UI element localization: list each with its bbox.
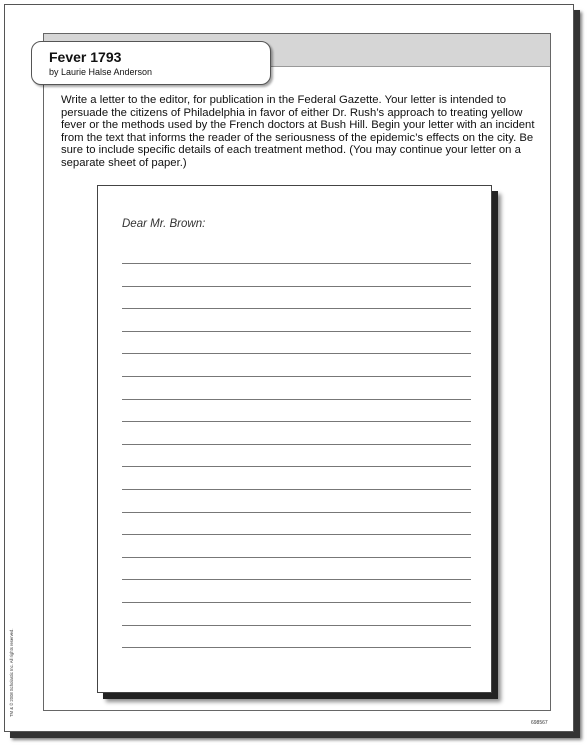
letter-salutation: Dear Mr. Brown: [122, 218, 206, 230]
writing-line [122, 353, 471, 354]
writing-line [122, 489, 471, 490]
writing-line [122, 557, 471, 558]
worksheet-page [4, 4, 574, 732]
writing-line [122, 625, 471, 626]
writing-line [122, 286, 471, 287]
writing-line [122, 579, 471, 580]
writing-line [122, 263, 471, 264]
writing-line [122, 512, 471, 513]
instructions-text: Write a letter to the editor, for publication in the Federal Gazette. Your letter is intended to persuade the citizens of Philadelphia in favor of either Dr. Rush’s approach to treating yellow fever or the methods used by the French doctors at Bush Hill. Begin your letter with an incident from the text that informs the reader of the seriousness of the epidemic’s effects on the city. Be sure to include specific details of each treatment method. (You may continue your letter on a separate sheet of paper.) [61, 94, 535, 169]
writing-line [122, 399, 471, 400]
product-code: 698567 [531, 720, 548, 726]
writing-line [122, 647, 471, 648]
writing-line [122, 308, 471, 309]
writing-line [122, 331, 471, 332]
copyright-notice [9, 605, 19, 717]
writing-line [122, 376, 471, 377]
writing-line [122, 602, 471, 603]
copyright-text: TM & © 2008 Scholastic Inc. All rights reserved. [9, 628, 14, 717]
letter-writing-box[interactable] [97, 185, 492, 693]
writing-line [122, 466, 471, 467]
worksheet-title: Fever 1793 [49, 49, 122, 65]
writing-line [122, 444, 471, 445]
writing-line [122, 534, 471, 535]
worksheet-author: by Laurie Halse Anderson [49, 67, 153, 77]
writing-line [122, 421, 471, 422]
